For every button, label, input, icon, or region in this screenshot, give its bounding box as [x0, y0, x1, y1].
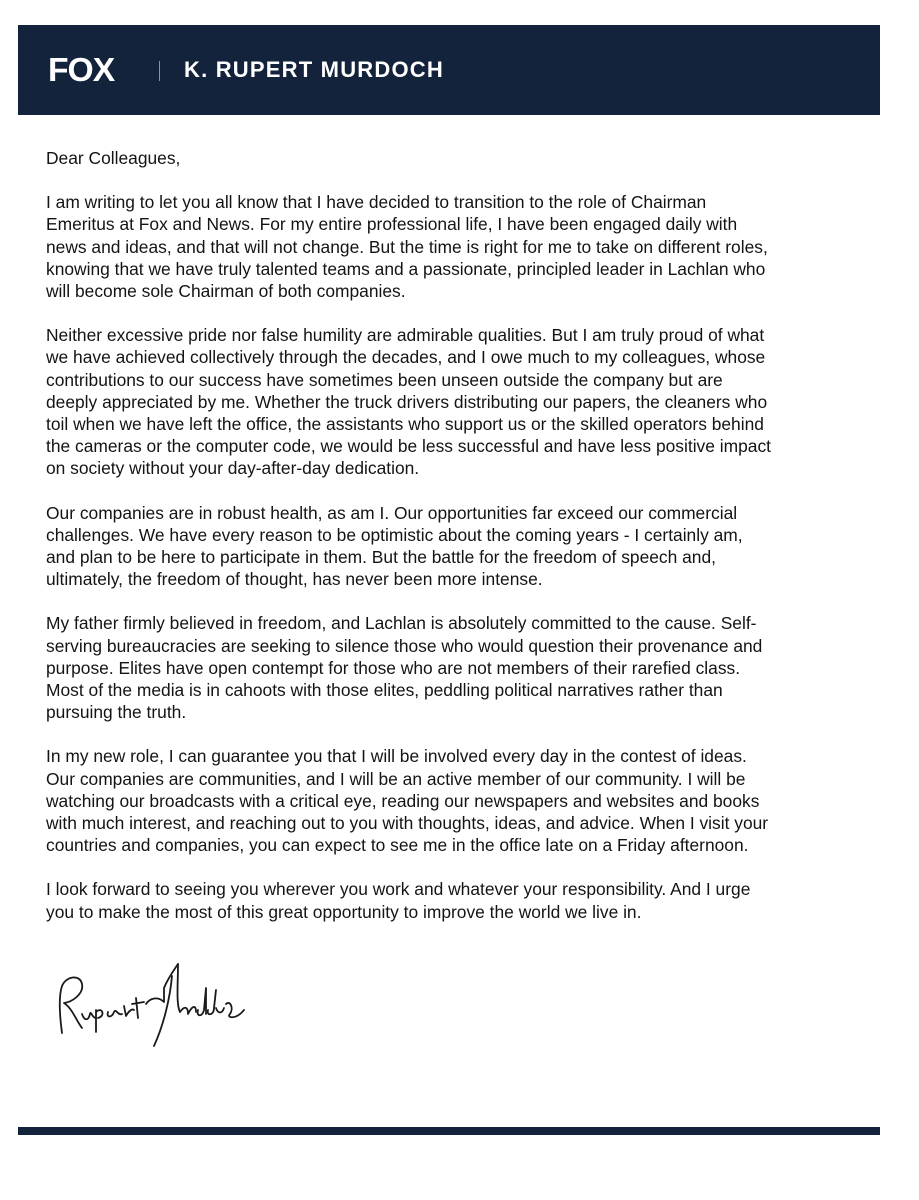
paragraph-line: knowing that we have truly talented teams and a passionate, principled leader in Lachlan who — [46, 258, 766, 279]
paragraph-line: you to make the most of this great opportunity to improve the world we live in. — [46, 901, 642, 922]
paragraph-line: Neither excessive pride nor false humility are admirable qualities. But I am truly proud of what — [46, 325, 765, 346]
paragraph-line: My father firmly believed in freedom, and Lachlan is absolutely committed to the cause. Self- — [46, 613, 757, 634]
paragraph-line: challenges. We have every reason to be optimistic about the coming years - I certainly am, — [46, 524, 743, 545]
paragraph-line: deeply appreciated by me. Whether the truck drivers distributing our papers, the cleaners who — [46, 391, 768, 412]
paragraph-line: news and ideas, and that will not change. But the time is right for me to take on different roles, — [46, 236, 768, 257]
letter-paragraphs — [46, 191, 866, 923]
paragraph-line: ultimately, the freedom of thought, has never been more intense. — [46, 569, 543, 590]
letterhead-banner — [18, 25, 880, 115]
paragraph-line: purpose. Elites have open contempt for those who are not members of their rarefied class. — [46, 657, 741, 678]
letter-paragraph — [46, 612, 866, 723]
letter-body — [46, 147, 866, 945]
paragraph-line: watching our broadcasts with a critical eye, reading our newspapers and websites and books — [46, 790, 760, 811]
paragraph-line: I am writing to let you all know that I have decided to transition to the role of Chairman — [46, 192, 707, 213]
paragraph-line: toil when we have left the office, the assistants who support us or the skilled operators behind — [46, 414, 764, 435]
executive-name: K. RUPERT MURDOCH — [184, 57, 444, 82]
paragraph-line: serving bureaucracies are seeking to silence those who would question their provenance and — [46, 635, 763, 656]
paragraph-line: with much interest, and reaching out to you with thoughts, ideas, and advice. When I visit your — [46, 813, 769, 834]
fox-logo: FOX — [48, 51, 115, 88]
handwritten-signature — [46, 948, 256, 1053]
paragraph-line: will become sole Chairman of both companies. — [46, 281, 406, 302]
footer-bar — [18, 1127, 880, 1135]
paragraph-line: the cameras or the computer code, we would be less successful and have less positive impact — [46, 436, 771, 457]
letter-paragraph — [46, 191, 866, 302]
paragraph-line: contributions to our success have sometimes been unseen outside the company but are — [46, 369, 723, 390]
letter-paragraph — [46, 745, 866, 856]
paragraph-line: Most of the media is in cahoots with those elites, peddling political narratives rather than — [46, 680, 723, 701]
paragraph-line: on society without your day-after-day dedication. — [46, 458, 420, 479]
paragraph-line: Our companies are communities, and I will be an active member of our community. I will be — [46, 768, 746, 789]
paragraph-line: Our companies are in robust health, as am I. Our opportunities far exceed our commercial — [46, 502, 738, 523]
paragraph-line: I look forward to seeing you wherever you work and whatever your responsibility. And I urge — [46, 879, 751, 900]
paragraph-line: In my new role, I can guarantee you that I will be involved every day in the contest of ideas. — [46, 746, 747, 767]
paragraph-line: and plan to be here to participate in them. But the battle for the freedom of speech and, — [46, 547, 716, 568]
salutation: Dear Colleagues, — [46, 148, 181, 168]
paragraph-line: Emeritus at Fox and News. For my entire professional life, I have been engaged daily with — [46, 214, 738, 235]
header-divider — [159, 61, 160, 81]
paragraph-line: we have achieved collectively through the decades, and I owe much to my colleagues, whose — [46, 347, 766, 368]
paragraph-line: countries and companies, you can expect to see me in the office late on a Friday afternoon. — [46, 835, 749, 856]
letter-paragraph — [46, 324, 866, 479]
letter-paragraph — [46, 502, 866, 591]
paragraph-line: pursuing the truth. — [46, 702, 187, 723]
letter-paragraph — [46, 878, 866, 922]
